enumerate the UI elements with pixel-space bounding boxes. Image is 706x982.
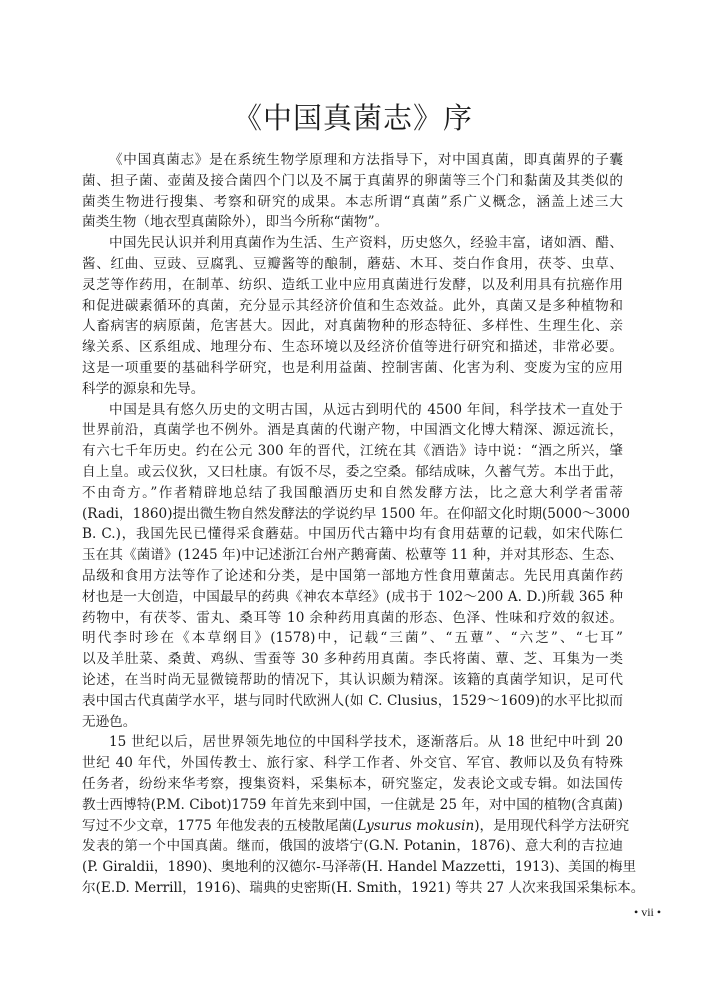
- paragraph-2-line: 和促进碳素循环的真菌，充分显示其经济价值和生态效益。此外，真菌又是多种植物和: [82, 297, 623, 314]
- paragraph-3-line: 品级和食用方法等作了论述和分类，是中国第一部地方性食用蕈菌志。先民用真菌作药: [82, 567, 623, 584]
- paragraph-3-line: 玉在其《菌谱》(1245 年)中记述浙江台州产鹅膏菌、松蕈等 11 种，并对其形态、生态、: [82, 547, 623, 564]
- paragraph-3-line: 无逊色。: [82, 713, 137, 730]
- paragraph-3-line: 药物中，有茯苓、雷丸、桑耳等 10 余种药用真菌的形态、色泽、性味和疗效的叙述。: [82, 609, 623, 626]
- paragraph-3-line: 论述，在当时尚无显微镜帮助的情况下，其认识颇为精深。该籍的真菌学知识，足可代: [82, 671, 623, 688]
- preface-body: [82, 150, 645, 899]
- page-number: • vii •: [634, 905, 662, 919]
- paragraph-2-line: 中国先民认识并利用真菌作为生活、生产资料，历史悠久，经验丰富，诸如酒、醋、: [109, 235, 623, 252]
- paragraph-3-line: 表中国古代真菌学水平，堪与同时代欧洲人(如 C. Clusius，1529～1609)的水平比拟而: [82, 692, 623, 709]
- paragraph-3-line: 世界前沿，真菌学也不例外。酒是真菌的代谢产物，中国酒文化博大精深、源远流长，: [82, 422, 623, 439]
- paragraph-2-line: 这是一项重要的基础科学研究，也是利用益菌、控制害菌、化害为利、变废为宝的应用: [82, 359, 623, 376]
- line-text: 写过不少文章，1775 年他发表的五棱散尾菌(: [82, 817, 358, 834]
- paragraph-3-line: 不由奇方。”作者精辟地总结了我国酿酒历史和自然发酵方法，比之意大利学者雷蒂: [82, 484, 623, 501]
- paragraph-4-line: (P. Giraldii，1890)、奥地利的汉德尔-马泽蒂(H. Handel Mazzetti，1913)、美国的梅里: [82, 859, 637, 876]
- paragraph-4-line: 15 世纪以后，居世界领先地位的中国科学技术，逐渐落后。从 18 世纪中叶到 20: [109, 734, 623, 751]
- paragraph-4-line: 尔(E.D. Merrill，1916)、瑞典的史密斯(H. Smith，1921) 等共 27 人次来我国采集标本。: [82, 879, 645, 896]
- paragraph-1-line: 菌类生物进行搜集、考察和研究的成果。本志所谓“真菌”系广义概念，涵盖上述三大: [82, 193, 623, 210]
- paragraph-2-line: 人畜病害的病原菌，危害甚大。因此，对真菌物种的形态特征、多样性、生理生化、亲: [82, 318, 623, 335]
- paragraph-3-line: 中国是具有悠久历史的文明古国，从远古到明代的 4500 年间，科学技术一直处于: [109, 401, 623, 418]
- paragraph-2-line: 科学的源泉和先导。: [82, 380, 205, 397]
- paragraph-3-line: 有六七千年历史。约在公元 300 年的晋代，江统在其《酒诰》诗中说：“酒之所兴，肇: [82, 443, 623, 460]
- paragraph-1-line: 《中国真菌志》是在系统生物学原理和方法指导下，对中国真菌，即真菌界的子囊: [109, 152, 623, 168]
- paragraph-2-line: 灵芝等作药用，在制革、纺织、造纸工业中应用真菌进行发酵，以及利用具有抗癌作用: [82, 276, 623, 293]
- paragraph-4-line: 教士西博特(P.M. Cibot)1759 年首先来到中国，一住就是 25 年，对中国的植物(含真菌): [82, 796, 623, 813]
- paragraph-4-line: 任务者，纷纷来华考察，搜集资料，采集标本，研究鉴定，发表论文或专辑。如法国传: [82, 775, 623, 792]
- paragraph-3-line: 明代李时珍在《本草纲目》(1578)中，记载“三菌”、“五蕈”、“六芝”、“七耳”: [82, 630, 623, 647]
- page-title: 《中国真菌志》序: [232, 101, 473, 135]
- paragraph-3-line: 材也是一大创造，中国最早的药典《神农本草经》(成书于 102～200 A. D.)所载 365 种: [82, 588, 623, 605]
- paragraph-3-line: (Radi，1860)提出微生物自然发酵法的学说约早 1500 年。在仰韶文化时期(5000～3000: [82, 505, 631, 522]
- paragraph-3-line: 以及羊肚菜、桑黄、鸡纵、雪蚕等 30 多种药用真菌。李氏将菌、蕈、芝、耳集为一类: [82, 651, 623, 668]
- paragraph-2-line: 缘关系、区系组成、地理分布、生态环境以及经济价值等进行研究和描述，非常必要。: [82, 339, 623, 356]
- paragraph-4-line: 发表的第一个中国真菌。继而，俄国的波塔宁(G.N. Potanin，1876)、意大利的吉拉迪: [82, 838, 623, 855]
- line-text: )，是用现代科学方法研究: [474, 817, 630, 834]
- paragraph-1-line: 菌类生物（地衣型真菌除外），即当今所称“菌物”。: [82, 214, 389, 231]
- paragraph-2-line: 酱、红曲、豆豉、豆腐乳、豆瓣酱等的酿制，蘑菇、木耳、茭白作食用，茯苓、虫草、: [82, 255, 623, 272]
- paragraph-1-line: 菌、担子菌、壶菌及接合菌四个门以及不属于真菌界的卵菌等三个门和黏菌及其类似的: [82, 172, 623, 189]
- paragraph-4-line: [82, 816, 630, 837]
- paragraph-3-line: B. C.)，我国先民已懂得采食蘑菇。中国历代古籍中均有食用菇蕈的记载，如宋代陈仁: [82, 526, 623, 543]
- species-name: Lysurus mokusin: [357, 817, 475, 834]
- paragraph-3-line: 自上皇。或云仪狄，又曰杜康。有饭不尽，委之空桑。郁结成味，久蓄气芳。本出于此，: [82, 463, 623, 480]
- paragraph-4-line: 世纪 40 年代，外国传教士、旅行家、科学工作者、外交官、军官、教师以及负有特殊: [82, 755, 623, 772]
